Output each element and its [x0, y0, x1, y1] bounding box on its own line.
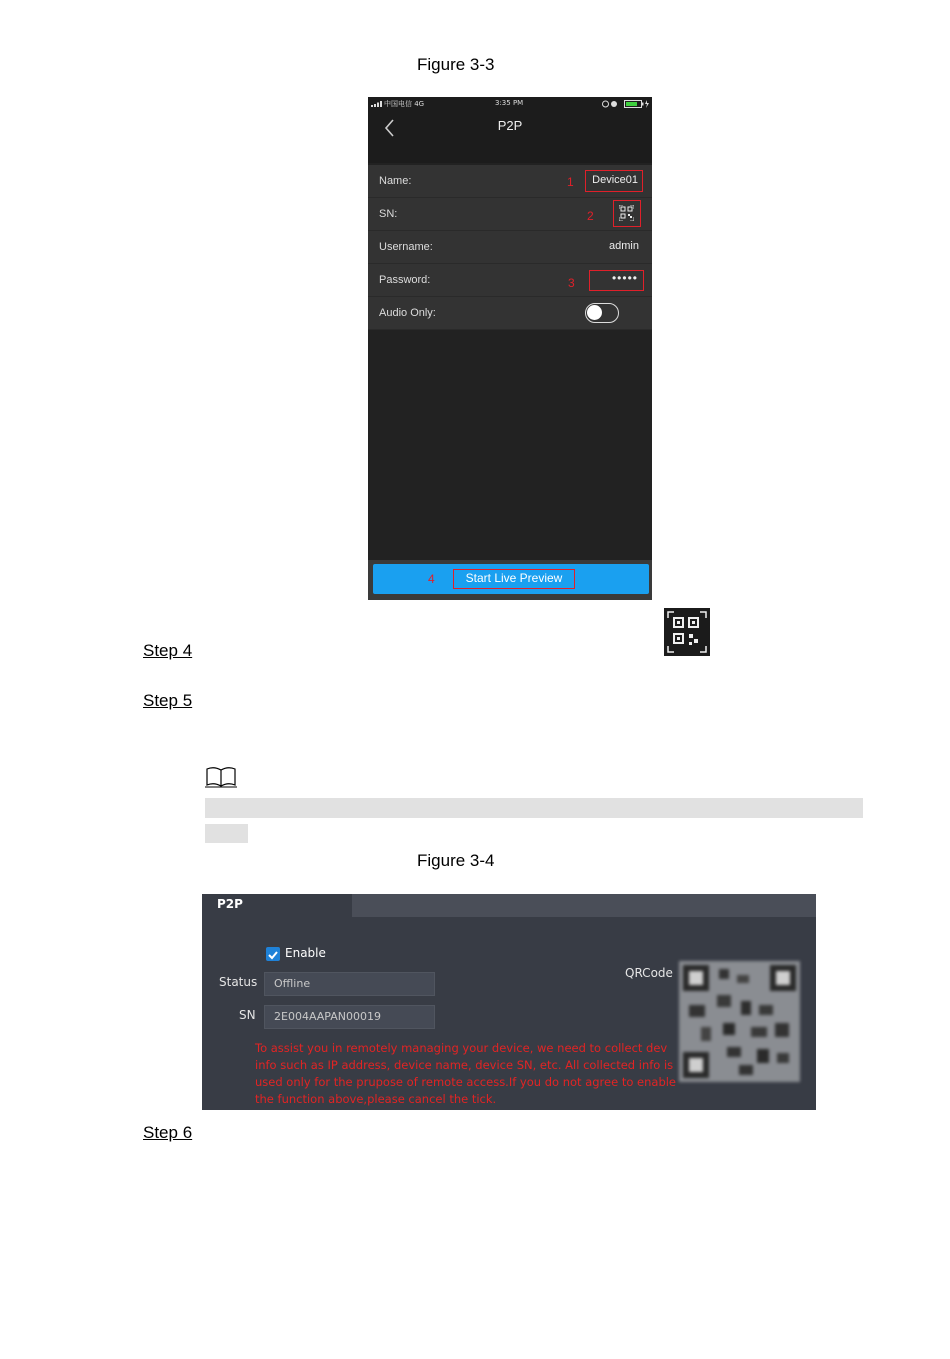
tab-bar [202, 894, 816, 917]
book-icon [205, 766, 237, 788]
battery-icon [624, 100, 650, 108]
notice-line: the function above,please cancel the tick. [255, 1092, 497, 1106]
alarm-icon [602, 100, 618, 108]
status-field: Offline [264, 972, 435, 996]
page-title: P2P [497, 118, 523, 133]
marker-2: 2 [587, 209, 594, 223]
username-row[interactable] [368, 231, 652, 264]
bottom-bar [368, 560, 652, 600]
qr-scan-icon-large [664, 608, 710, 656]
username-label: Username: [379, 241, 433, 253]
qr-scan-icon[interactable] [619, 205, 634, 221]
start-live-preview-button[interactable] [373, 564, 649, 594]
step-5-label: Step 5 [143, 691, 193, 710]
username-value[interactable]: admin [609, 240, 639, 252]
sn-label: SN: [379, 208, 398, 220]
privacy-notice [255, 1040, 685, 1108]
name-value[interactable]: Device01 [592, 174, 638, 186]
audio-only-toggle[interactable] [585, 303, 619, 323]
password-value[interactable]: ••••• [611, 271, 638, 285]
sn-label: SN [239, 1008, 256, 1022]
name-label: Name: [379, 175, 412, 187]
password-label: Password: [379, 274, 431, 286]
sn-row[interactable] [368, 198, 652, 231]
signal-icon [371, 101, 382, 107]
check-icon [266, 948, 280, 962]
notice-line: info such as IP address, device name, device SN, etc. All collected info is [255, 1058, 674, 1072]
status-label: Status [219, 975, 258, 989]
sn-field: 2E004AAPAN00019 [264, 1005, 435, 1029]
carrier-text: 中国电信 4G [384, 100, 425, 108]
password-row[interactable] [368, 264, 652, 297]
figure-3-4-caption: Figure 3-4 [417, 851, 495, 870]
note-text-line-1 [205, 798, 863, 818]
step-6-label: Step 6 [143, 1123, 193, 1142]
name-row[interactable] [368, 165, 652, 198]
time-text: 3:35 PM [495, 99, 524, 107]
notice-line: To assist you in remotely managing your device, we need to collect dev [255, 1041, 668, 1055]
audio-only-row [368, 297, 652, 330]
audio-only-label: Audio Only: [379, 307, 436, 319]
phone-screenshot [368, 97, 652, 600]
marker-3: 3 [568, 276, 575, 290]
notice-line: used only for the prupose of remote access.If you do not agree to enable [255, 1075, 677, 1089]
step-4-label: Step 4 [143, 641, 193, 660]
enable-label: Enable [285, 946, 326, 960]
start-live-preview-label: Start Live Preview [453, 569, 575, 589]
qr-scan-icon [664, 608, 710, 656]
web-p2p-panel [202, 894, 816, 1110]
figure-3-3-caption: Figure 3-3 [417, 55, 495, 74]
tab-p2p[interactable]: P2P [202, 894, 352, 917]
qrcode-image [679, 961, 800, 1082]
qrcode-label: QRCode [625, 966, 673, 980]
qrcode-icon [679, 961, 800, 1082]
marker-4: 4 [428, 572, 435, 586]
enable-checkbox[interactable] [266, 947, 280, 961]
note-text-line-2 [205, 824, 248, 843]
marker-1: 1 [567, 175, 574, 189]
toggle-knob [587, 305, 602, 320]
status-bar [368, 97, 652, 111]
nav-bar [368, 111, 652, 163]
